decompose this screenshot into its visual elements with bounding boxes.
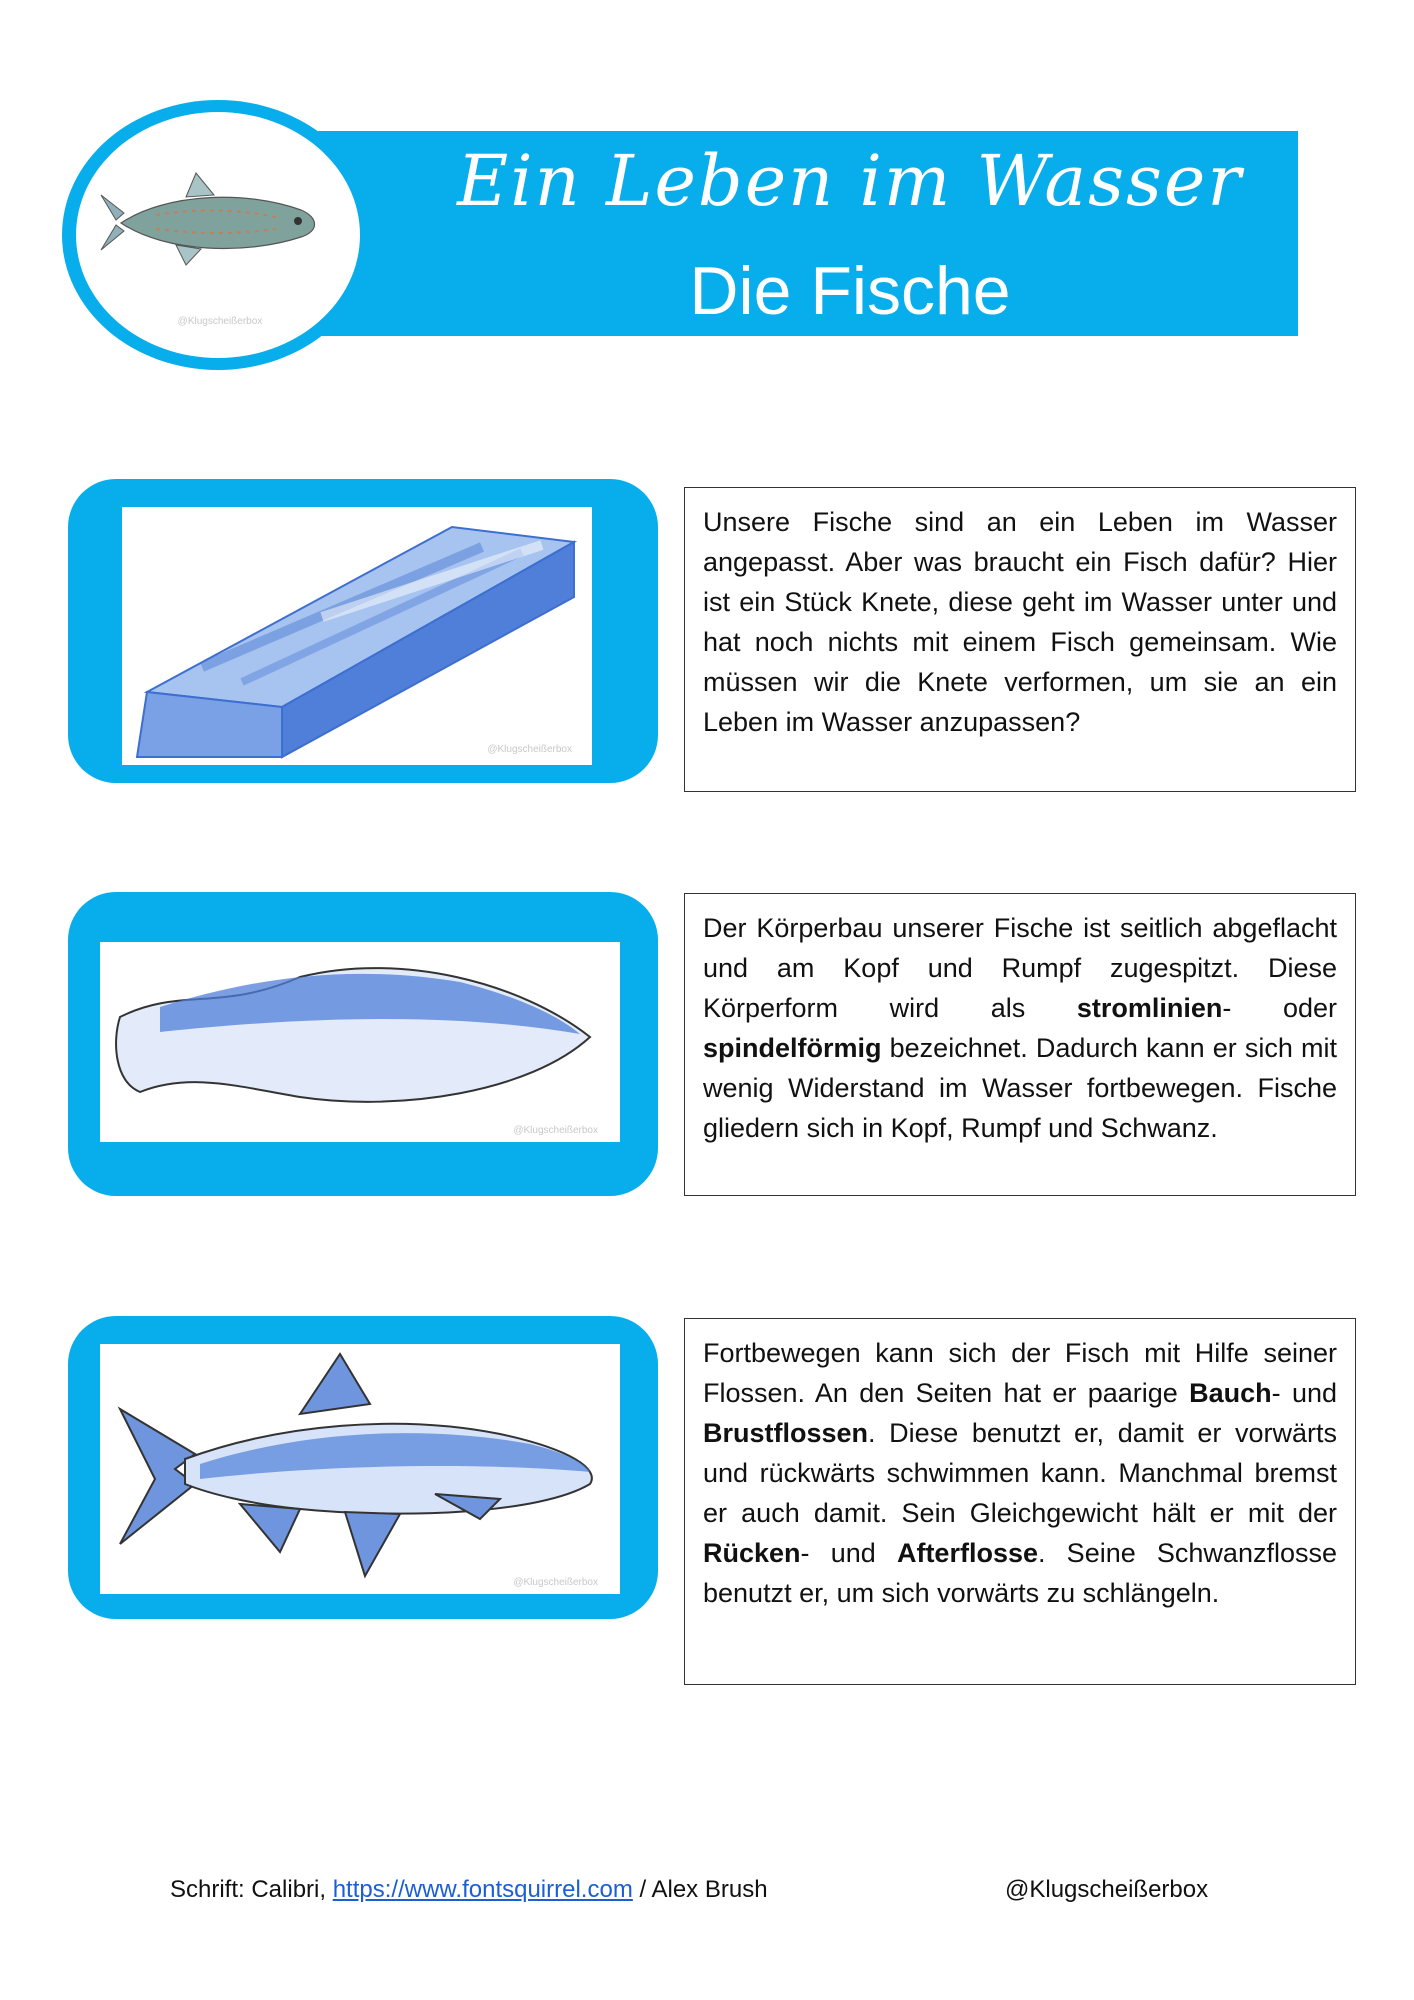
footer-prefix: Schrift: Calibri, [170,1876,333,1903]
fins-image [100,1344,620,1594]
bold-term: Bauch [1189,1378,1272,1408]
footer-suffix: / Alex Brush [632,1876,768,1903]
footer-font-credit [170,1876,768,1904]
fish-fins-icon [100,1344,620,1594]
body-shape-image [100,942,620,1142]
bold-term: spindelförmig [703,1033,882,1063]
page-subtitle: Die Fische [689,253,1011,329]
logo-watermark: @Klugscheißerbox [177,316,263,327]
text-box-fins [684,1318,1356,1685]
fontsquirrel-link[interactable]: https://www.fontsquirrel.com [332,1876,633,1903]
paragraph-text: . Diese benutzt er, damit er vorwärts und rückwärts schwimmen kann. Manchmal bremst er auch damit. Sein Gleichgewicht hält er mit der [703,1418,1337,1528]
image-watermark: @Klugscheißerbox [513,1125,598,1136]
bold-term: Afterflosse [896,1538,1038,1568]
clay-block-icon [122,507,592,765]
paragraph-text: Unsere Fische sind an ein Leben im Wasser angepasst. Aber was braucht ein Fisch dafür? Hier ist ein Stück Knete, diese geht im Wasser unter und hat noch nichts mit einem Fisch gemeinsam. Wie müssen wir die Knete verformen, um sie an ein Leben im Wasser anzupassen? [703,507,1337,737]
paragraph-text: Der Körperbau unserer Fische ist seitlich abgeflacht und am Kopf und Rumpf zugespitzt. Diese Körperform wird als [703,913,1337,1023]
paragraph-text: Fortbewegen kann sich der Fisch mit Hilfe seiner Flossen. An den Seiten hat er paarige [703,1338,1337,1408]
footer-author-credit: @Klugscheißerbox [1005,1876,1209,1903]
text-box-intro [684,487,1356,792]
image-watermark: @Klugscheißerbox [487,744,572,755]
bold-term: Rücken [703,1538,801,1568]
paragraph-text: - und [800,1538,897,1568]
paragraph-text: - und [1271,1378,1337,1408]
paragraph-text: . Seine Schwanzflosse benutzt er, um sich vorwärts zu schlängeln. [703,1538,1337,1608]
fish-body-shape-icon [100,942,620,1142]
fish-illustration-icon [96,165,326,280]
bold-term: stromlinien [1076,993,1223,1023]
bold-term: Brustflossen [703,1418,869,1448]
text-box-body-shape [684,893,1356,1196]
paragraph-text: bezeichnet. Dadurch kann er sich mit wenig Widerstand im Wasser fortbewegen. Fische gliedern sich in Kopf, Rumpf und Schwanz. [703,1033,1337,1143]
page-title: Ein Leben im Wasser [457,140,1243,222]
image-watermark: @Klugscheißerbox [513,1577,598,1588]
clay-block-image [122,507,592,765]
paragraph-text: - oder [1222,993,1337,1023]
